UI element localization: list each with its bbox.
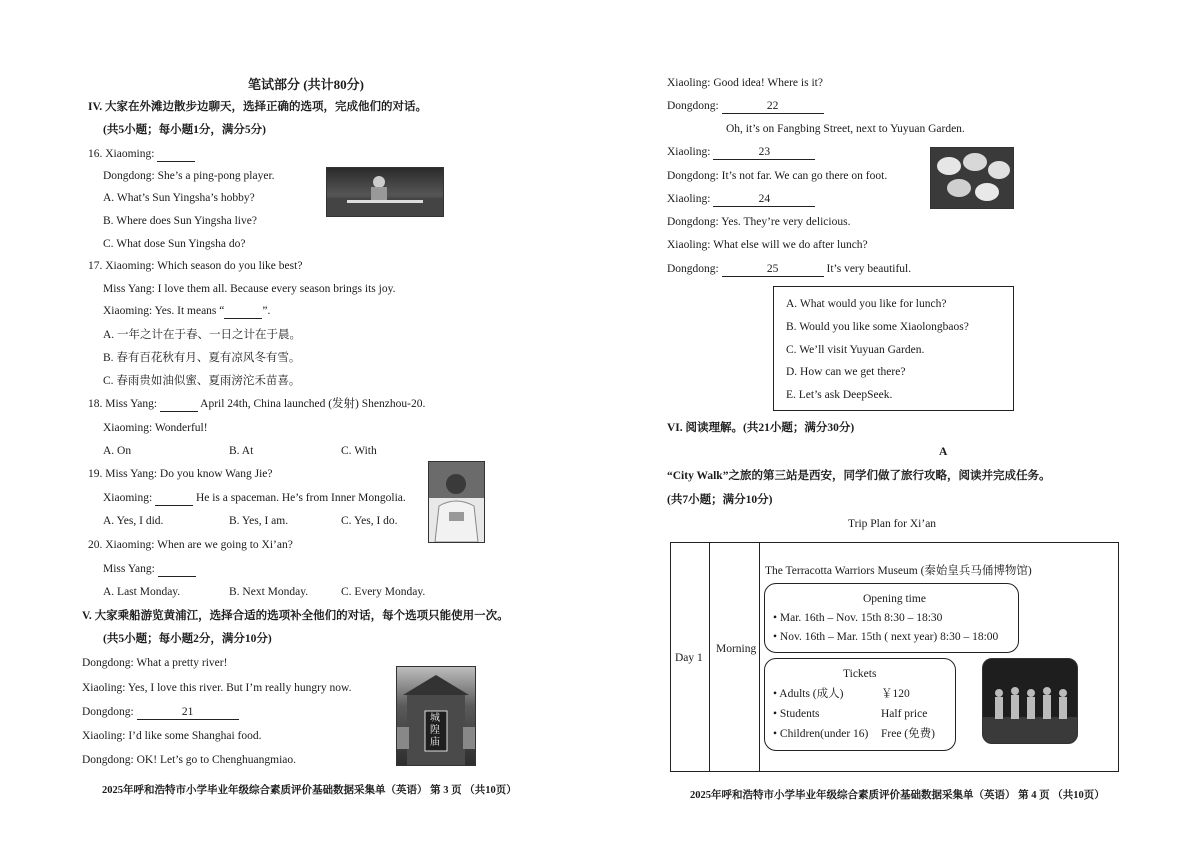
part6-heading: VI. 阅读理解。(共21小题；满分30分) (667, 422, 855, 434)
opening-time-box (764, 583, 1019, 653)
tickets-box (764, 658, 956, 751)
dialogue-line-13: Xiaoling: What else will we do after lunch? (667, 239, 868, 251)
chenghuangmiao-photo (396, 666, 476, 766)
dialogue-line-10: Dongdong: It’s not far. We can go there on foot. (667, 170, 888, 182)
page-footer: 2025年呼和浩特市小学毕业年级综合素质评价基础数据采集单（英语） 第 4 页 （共10页） (690, 790, 1105, 801)
blank-23: 23 (713, 145, 815, 160)
blank-22: 22 (722, 99, 824, 114)
section-title: 笔试部分 (共计80分) (248, 77, 364, 92)
q18-option-b: B. At (229, 445, 254, 457)
part4-heading: IV. 大家在外滩边散步边聊天，选择正确的选项，完成他们的对话。 (88, 101, 428, 113)
options-box (773, 286, 1014, 411)
answer-blank (155, 491, 193, 506)
q19-option-c: C. Yes, I do. (341, 515, 398, 527)
page-4 (600, 0, 1200, 849)
q19-line: Xiaoming: He is a spaceman. He’s from Inner Mongolia. (103, 492, 406, 504)
q20-option-b: B. Next Monday. (229, 586, 309, 598)
dialogue-line-14: Dongdong: 25 It’s very beautiful. (667, 263, 912, 275)
answer-blank (158, 562, 196, 577)
dialogue-line-12: Dongdong: Yes. They’re very delicious. (667, 216, 851, 228)
answer-blank (157, 147, 195, 162)
part5-heading: V. 大家乘船游览黄浦江，选择合适的选项补全他们的对话，每个选项只能使用一次。 (82, 610, 509, 622)
reading-intro: “City Walk”之旅的第三站是西安，同学们做了旅行攻略，阅读并完成任务。 (667, 470, 1051, 482)
ticket-price-1: ￥120 (881, 688, 910, 700)
q17-option-c: C. 春雨贵如油似蜜、夏雨滂沱禾苗喜。 (103, 375, 301, 387)
opening-title: Opening time (863, 593, 926, 605)
trip-plan-table (670, 542, 1119, 772)
ping-pong-photo (326, 167, 444, 217)
plan-day: Day 1 (675, 652, 703, 664)
part5-note: (共5小题；每小题2分，满分10分) (103, 633, 272, 645)
sign-text: 城隍庙 (430, 713, 440, 748)
q20-line: Miss Yang: (103, 562, 196, 577)
museum-name: The Terracotta Warriors Museum (秦始皇兵马俑博物馆) (765, 565, 1032, 577)
ticket-price-3: Free (免费) (881, 728, 935, 740)
spaceman-photo (428, 461, 485, 543)
opening-line-2: • Nov. 16th – Mar. 15th ( next year) 8:30 – 18:00 (773, 631, 999, 643)
ticket-who-1: • Adults (成人) (773, 688, 844, 700)
dialogue-line-7: Dongdong: 22 (667, 99, 824, 114)
ticket-who-3: • Children(under 16) (773, 728, 869, 740)
dialogue-line-9: Xiaoling: 23 (667, 145, 815, 160)
q20-question: 20. Xiaoming: When are we going to Xi’an? (88, 539, 293, 551)
q16-option-a: A. What’s Sun Yingsha’s hobby? (103, 192, 255, 204)
plan-title: Trip Plan for Xi’an (848, 518, 937, 530)
option-c: C. We’ll visit Yuyuan Garden. (786, 344, 925, 356)
xiaolongbao-photo (930, 147, 1014, 209)
q19-option-b: B. Yes, I am. (229, 515, 289, 527)
reading-note: (共7小题；满分10分) (667, 494, 773, 506)
ticket-price-2: Half price (881, 708, 928, 720)
column-divider (759, 543, 760, 771)
dialogue-line-4: Xiaoling: I’d like some Shanghai food. (82, 730, 262, 742)
answer-blank (160, 397, 198, 412)
dialogue-line-3: Dongdong: 21 (82, 705, 239, 720)
q19-option-a: A. Yes, I did. (103, 515, 164, 527)
plan-time: Morning (716, 643, 757, 655)
q16-response: Dongdong: She’s a ping-pong player. (103, 170, 275, 182)
terracotta-warriors-photo (982, 658, 1078, 744)
q16-option-b: B. Where does Sun Yingsha live? (103, 215, 257, 227)
blank-21: 21 (137, 705, 239, 720)
q18-option-c: C. With (341, 445, 377, 457)
q17-question: 17. Xiaoming: Which season do you like best? (88, 260, 303, 272)
q16-option-c: C. What dose Sun Yingsha do? (103, 238, 246, 250)
section-a-label: A (939, 446, 948, 458)
q17-line3: Xiaoming: Yes. It means “ ”. (103, 305, 271, 317)
ticket-who-2: • Students (773, 708, 820, 720)
opening-line-1: • Mar. 16th – Nov. 15th 8:30 – 18:30 (773, 612, 943, 624)
q19-question: 19. Miss Yang: Do you know Wang Jie? (88, 468, 273, 480)
answer-blank (224, 304, 262, 319)
option-b: B. Would you like some Xiaolongbaos? (786, 321, 969, 333)
blank-25: 25 (722, 262, 824, 277)
q20-option-a: A. Last Monday. (103, 586, 181, 598)
dialogue-line-2: Xiaoling: Yes, I love this river. But I’m really hungry now. (82, 682, 352, 694)
column-divider (709, 543, 710, 771)
option-d: D. How can we get there? (786, 366, 906, 378)
q16-line: 16. Xiaoming: (88, 147, 195, 162)
dialogue-line-11: Xiaoling: 24 (667, 192, 815, 207)
dialogue-line-6: Xiaoling: Good idea! Where is it? (667, 77, 823, 89)
dialogue-line-8: Oh, it’s on Fangbing Street, next to Yuyuan Garden. (726, 123, 965, 135)
q18-line: 18. Miss Yang: April 24th, China launched (发射) Shenzhou-20. (88, 398, 426, 410)
dialogue-line-5: Dongdong: OK! Let’s go to Chenghuangmiao. (82, 754, 297, 766)
q18-response: Xiaoming: Wonderful! (103, 422, 208, 434)
part4-note: (共5小题；每小题1分，满分5分) (103, 124, 266, 136)
tickets-title: Tickets (843, 668, 877, 680)
q17-option-a: A. 一年之计在于春、一日之计在于晨。 (103, 329, 302, 341)
q17-option-b: B. 春有百花秋有月、夏有凉风冬有雪。 (103, 352, 301, 364)
option-e: E. Let’s ask DeepSeek. (786, 389, 893, 401)
q20-option-c: C. Every Monday. (341, 586, 426, 598)
blank-24: 24 (713, 192, 815, 207)
q17-response: Miss Yang: I love them all. Because every season brings its joy. (103, 283, 396, 295)
dialogue-line-1: Dongdong: What a pretty river! (82, 657, 228, 669)
page-footer: 2025年呼和浩特市小学毕业年级综合素质评价基础数据采集单（英语） 第 3 页 （共10页） (102, 785, 517, 796)
option-a: A. What would you like for lunch? (786, 298, 947, 310)
q18-option-a: A. On (103, 445, 132, 457)
